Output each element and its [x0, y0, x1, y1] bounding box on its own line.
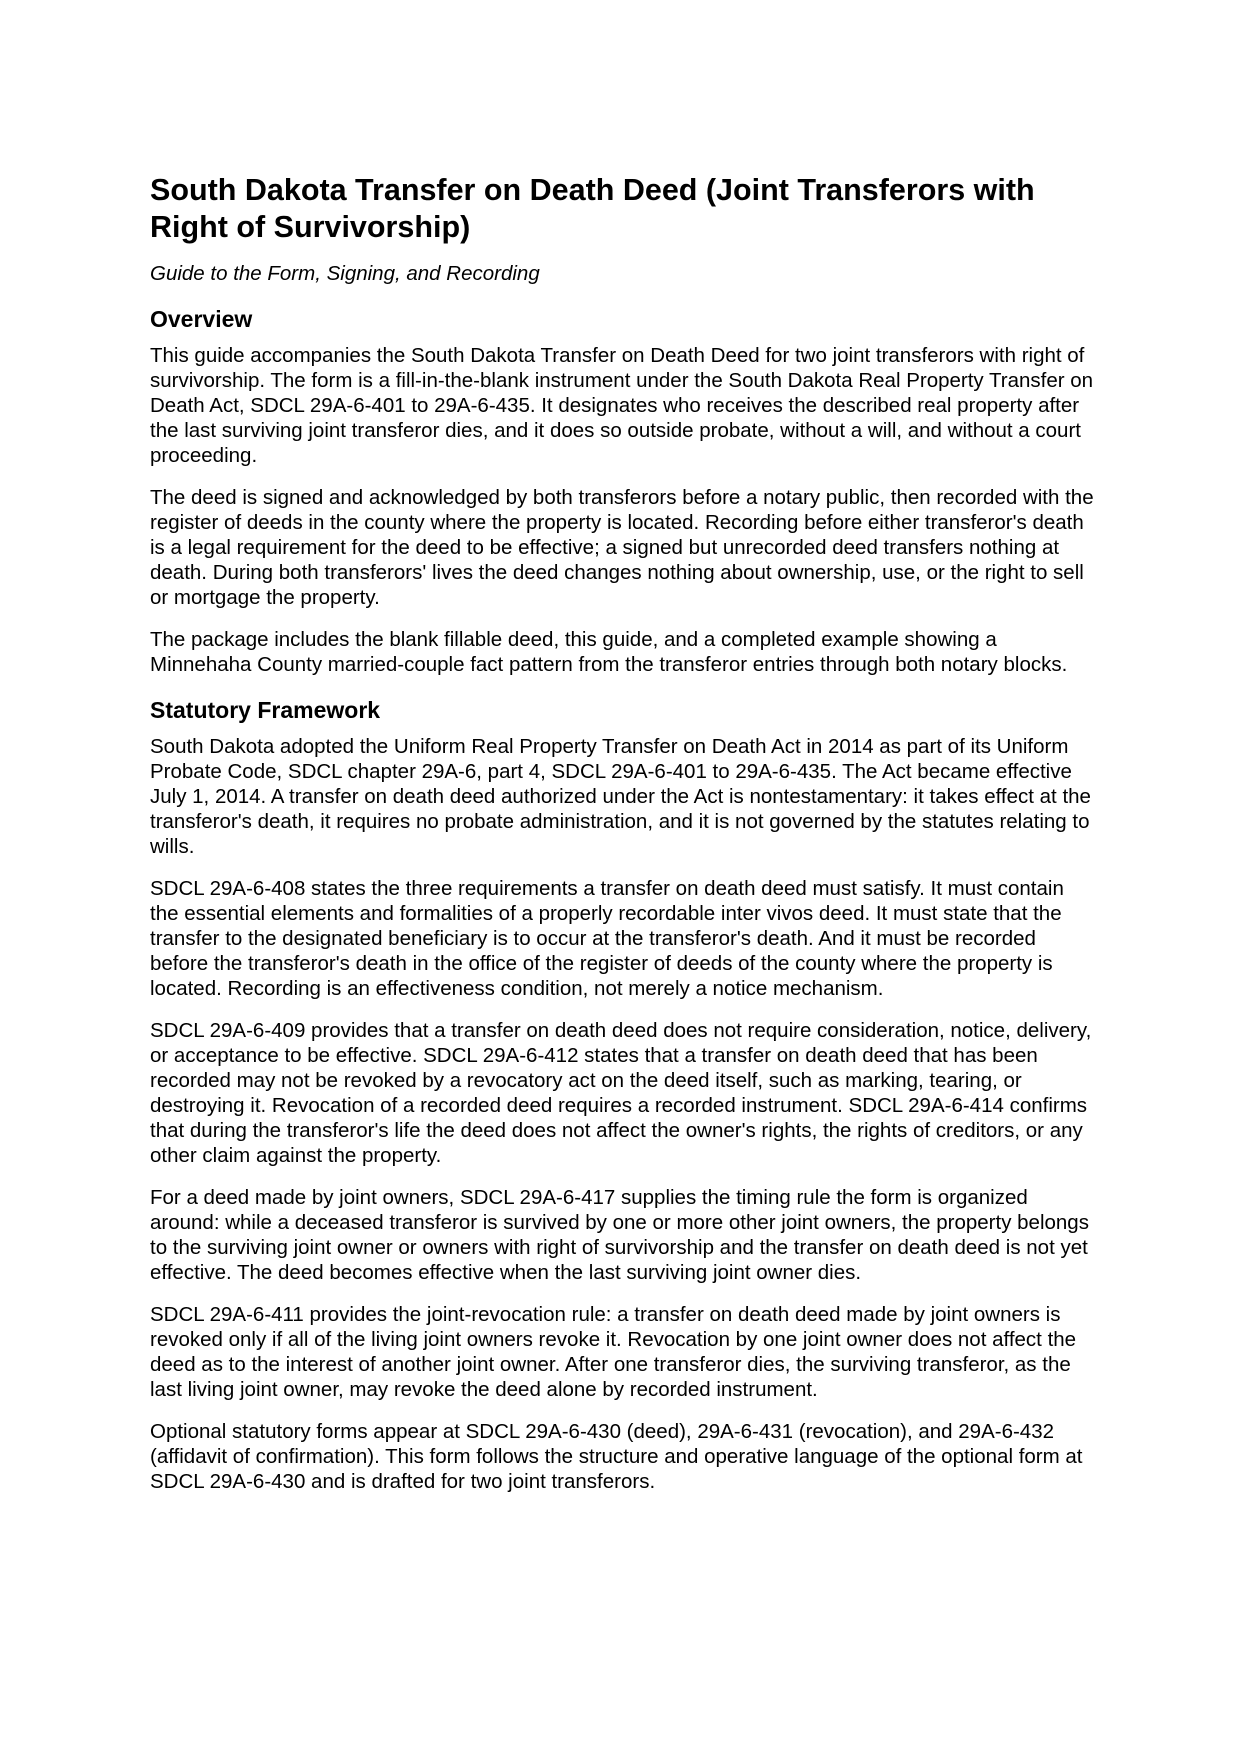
paragraph: South Dakota adopted the Uniform Real Property Transfer on Death Act in 2014 as part of its Uniform Probate Code, SDCL chapter 29A-6, part 4, SDCL 29A-6-401 to 29A-6-435. The Act became effective July 1, 2014. A transfer on death deed authorized under the Act is nontestamentary: it takes effect at the transferor's death, it requires no probate administration, and it is not governed by the statutes relating to wills.	[150, 735, 1091, 858]
section-overview	[150, 305, 1095, 677]
paragraph: SDCL 29A-6-408 states the three requirements a transfer on death deed must satisfy. It must contain the essential elements and formalities of a properly recordable inter vivos deed. It must state that the transfer to the designated beneficiary is to occur at the transferor's death. And it must be recorded before the transferor's death in the office of the register of deeds of the county where the property is located. Recording is an effectiveness condition, not merely a notice mechanism.	[150, 877, 1064, 1000]
section-statutory-framework	[150, 696, 1095, 1494]
document-title: South Dakota Transfer on Death Deed (Joint Transferors with Right of Survivorship)	[150, 173, 1035, 244]
paragraph: This guide accompanies the South Dakota Transfer on Death Deed for two joint transferors with right of survivorship. The form is a fill-in-the-blank instrument under the South Dakota Real Property Transfer on Death Act, SDCL 29A-6-401 to 29A-6-435. It designates who receives the described real property after the last surviving joint transferor dies, and it does so outside probate, without a will, and without a court proceeding.	[150, 344, 1094, 467]
document-page	[150, 172, 1095, 1511]
paragraph: For a deed made by joint owners, SDCL 29A-6-417 supplies the timing rule the form is organized around: while a deceased transferor is survived by one or more other joint owners, the property belongs to the surviving joint owner or owners with right of survivorship and the transfer on death deed is not yet effective. The deed becomes effective when the last surviving joint owner dies.	[150, 1186, 1089, 1284]
document-subtitle: Guide to the Form, Signing, and Recording	[150, 262, 540, 285]
paragraph: Optional statutory forms appear at SDCL 29A-6-430 (deed), 29A-6-431 (revocation), and 29A-6-432 (affidavit of confirmation). This form follows the structure and operative language of the optional form at SDCL 29A-6-430 and is drafted for two joint transferors.	[150, 1420, 1083, 1493]
section-heading-statutory-framework: Statutory Framework	[150, 697, 381, 723]
paragraph: The package includes the blank fillable deed, this guide, and a completed example showing a Minnehaha County married-couple fact pattern from the transferor entries through both notary blocks.	[150, 628, 1068, 676]
paragraph: SDCL 29A-6-409 provides that a transfer on death deed does not require consideration, notice, delivery, or acceptance to be effective. SDCL 29A-6-412 states that a transfer on death deed that has been recorded may not be revoked by a revocatory act on the deed itself, such as marking, tearing, or destroying it. Revocation of a recorded deed requires a recorded instrument. SDCL 29A-6-414 confirms that during the transferor's life the deed does not affect the owner's rights, the rights of creditors, or any other claim against the property.	[150, 1019, 1092, 1167]
paragraph: The deed is signed and acknowledged by both transferors before a notary public, then recorded with the register of deeds in the county where the property is located. Recording before either transferor's death is a legal requirement for the deed to be effective; a signed but unrecorded deed transfers nothing at death. During both transferors' lives the deed changes nothing about ownership, use, or the right to sell or mortgage the property.	[150, 486, 1094, 609]
section-heading-overview: Overview	[150, 306, 253, 332]
paragraph: SDCL 29A-6-411 provides the joint-revocation rule: a transfer on death deed made by joint owners is revoked only if all of the living joint owners revoke it. Revocation by one joint owner does not affect the deed as to the interest of another joint owner. After one transferor dies, the surviving transferor, as the last living joint owner, may revoke the deed alone by recorded instrument.	[150, 1303, 1077, 1401]
